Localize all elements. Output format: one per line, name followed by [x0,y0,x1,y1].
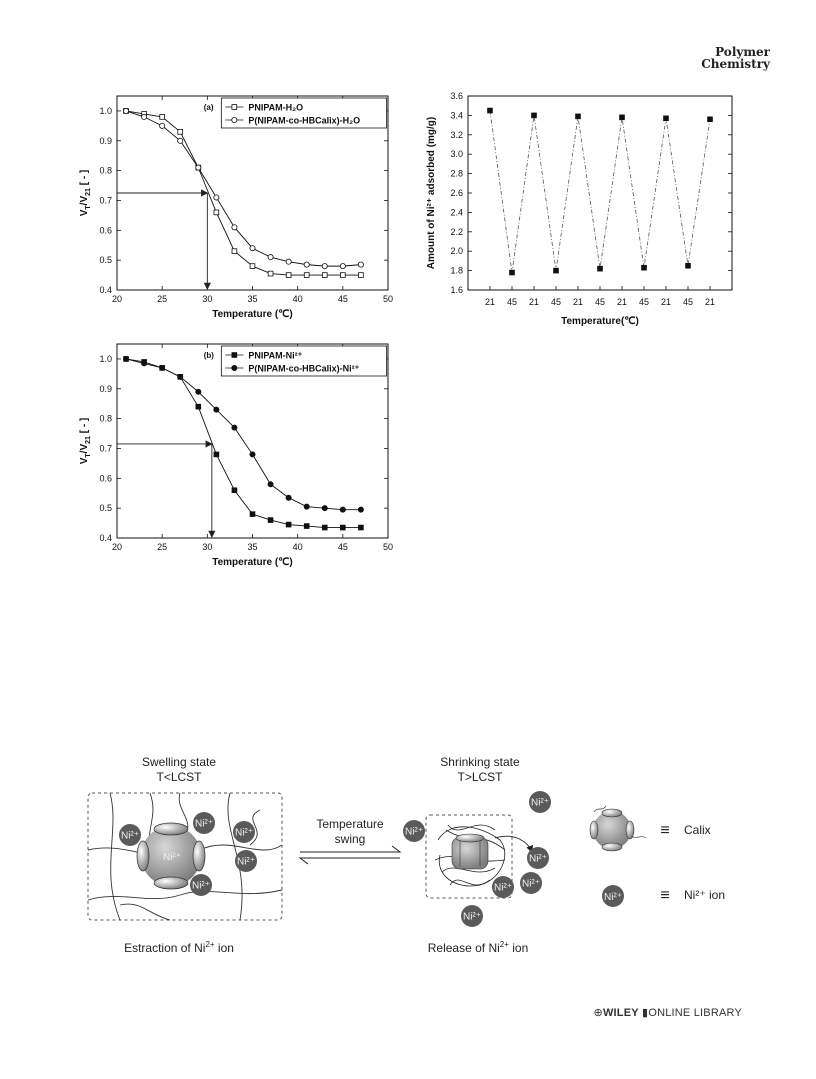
data-point [510,270,515,275]
shrinking-condition-label: T>LCST [457,770,503,784]
x-tick-label: 35 [247,294,258,304]
x-axis-label: Temperature (℃) [212,557,293,568]
data-point [142,114,147,119]
data-point [250,512,255,517]
legend-label: PNIPAM-H₂O [248,102,304,113]
ni-ion-icon [461,905,483,927]
data-point [576,114,581,119]
data-point [286,273,291,278]
y-axis-label: $V_T/V_{21}$ [ - ] [79,417,92,465]
data-point [340,525,345,530]
data-point [598,266,603,271]
data-point [286,495,291,500]
legend-marker [232,353,237,358]
y-tick-label: 2.4 [450,207,463,218]
shrinking-state-label: Shrinking state [440,755,520,769]
data-point [708,117,713,122]
series-line [126,359,361,528]
data-point [286,522,291,527]
data-point [123,356,128,361]
data-point [359,525,364,530]
data-point [322,506,327,511]
release-caption: Release of $Ni^{2+}$ ion [427,940,529,955]
data-point [268,482,273,487]
calix-icon-shrunk [452,834,488,869]
calix-equiv-symbol: ≡ [660,822,670,839]
y-tick-label: 0.6 [99,225,112,236]
y-tick-label: 1.6 [450,285,463,295]
x-tick-label: 50 [382,542,394,552]
x-tick-label: 45 [682,297,694,307]
legend-marker [232,117,237,122]
temperature-swing-arrows [300,846,400,864]
x-tick-label: 30 [202,294,213,304]
data-point [232,225,237,230]
y-tick-label: 3.4 [450,110,463,121]
y-tick-label: 0.5 [99,255,112,266]
data-point [178,374,183,379]
x-tick-label: 21 [704,297,716,307]
x-tick-label: 50 [382,294,394,304]
extraction-caption: Estraction of $Ni^{2+}$ ion [124,940,234,955]
y-tick-label: 3.2 [450,129,463,140]
wiley-name: WILEY [602,1007,639,1019]
legend-label: P(NIPAM-co-HBCalix)-H₂O [248,115,361,126]
y-tick-label: 2.6 [450,188,463,198]
release-arrow [495,836,532,852]
ni-legend-label: Ni²⁺ ion [684,888,726,902]
data-point [358,262,363,267]
x-tick-label: 21 [528,297,540,307]
data-point [268,271,273,276]
ni-ion-icon [193,812,215,834]
data-point [232,425,237,430]
x-tick-label: 30 [202,542,213,552]
ni-ion-icon [403,820,425,842]
chart-c [426,91,732,327]
ni-ion-icon [233,821,255,843]
lcst-scheme [88,755,725,955]
arrow-label-temperature: Temperature [316,817,384,831]
ni-ion-icon [529,791,551,813]
data-point [304,524,309,529]
legend-marker [232,365,237,370]
data-point [532,113,537,118]
data-point [268,518,273,523]
ni-ion-label: Ni²⁺ [120,830,140,842]
ni-ion-icon [527,847,549,869]
ni-ion-label: Ni²⁺ [521,878,541,890]
x-axis-label: Temperature(℃) [561,316,639,327]
data-point [286,259,291,264]
ni-ion-legend-icon-label: Ni²⁺ [603,892,623,903]
data-point [322,273,327,278]
data-point [340,507,345,512]
y-tick-label: 0.4 [99,533,112,543]
ni-ion-label: Ni²⁺ [404,826,424,838]
y-tick-label: 2.8 [450,168,463,179]
panel-label: (a) [203,103,214,112]
data-point [304,273,309,278]
online-library-label: ONLINE LIBRARY [648,1007,742,1019]
data-point [359,273,364,278]
ni-ion-label: Ni²⁺ [462,911,482,923]
y-tick-label: 0.8 [99,413,112,424]
ni-ion-legend-icon [602,885,624,907]
data-point [620,115,625,120]
chart-a [79,96,393,320]
x-tick-label: 21 [660,297,672,307]
legend-marker [232,105,237,110]
series-line [126,111,361,266]
y-tick-label: 1.8 [450,265,463,276]
data-point [358,507,363,512]
y-tick-label: 0.9 [99,135,112,146]
x-tick-label: 25 [157,542,168,552]
data-point [686,263,691,268]
swelling-state-label: Swelling state [141,755,217,769]
ni-equiv-symbol: ≡ [660,887,670,904]
data-point [322,525,327,530]
data-point [340,273,345,278]
legend-label: PNIPAM-Ni²⁺ [248,350,303,361]
y-axis-label: $V_T/V_{21}$ [ - ] [79,169,92,217]
ni-ion-icon [492,876,514,898]
ni-ion-icon [520,872,542,894]
data-point [178,138,183,143]
data-point [340,264,345,269]
data-point [642,265,647,270]
y-tick-label: 3.6 [450,91,463,101]
x-tick-label: 45 [337,294,348,304]
ni-ion-icon [119,824,141,846]
ni-ion-label: Ni²⁺ [194,818,214,830]
data-point [196,389,201,394]
ni-ion-icon [190,874,212,896]
y-tick-label: 0.9 [99,383,112,394]
series-line [490,111,710,273]
data-point [196,404,201,409]
x-tick-label: 45 [638,297,650,307]
data-point [178,129,183,134]
data-point [214,452,219,457]
x-tick-label: 21 [484,297,496,307]
x-tick-label: 20 [111,542,123,552]
data-point [488,108,493,113]
data-point [232,488,237,493]
data-point [250,246,255,251]
x-tick-label: 45 [506,297,518,307]
data-point [214,210,219,215]
data-point [250,264,255,269]
y-tick-label: 0.5 [99,503,112,514]
data-point [664,116,669,121]
y-tick-label: 0.7 [99,195,112,206]
data-point [196,165,201,170]
arrow-label-swing: swing [334,832,366,846]
data-point [160,123,165,128]
x-tick-label: 45 [594,297,606,307]
x-tick-label: 20 [111,294,123,304]
chart-b [79,344,393,568]
ni-ion-icon [235,850,257,872]
data-point [250,452,255,457]
panel-label: (b) [203,351,214,360]
x-tick-label: 45 [550,297,562,307]
y-tick-label: 0.6 [99,473,112,484]
legend-label: P(NIPAM-co-HBCalix)-Ni²⁺ [248,363,360,374]
data-point [160,114,165,119]
data-point [268,255,273,260]
x-tick-label: 40 [292,542,303,552]
ni-ion-label: Ni²⁺ [493,882,513,894]
data-point [123,108,128,113]
x-tick-label: 45 [337,542,348,552]
ni-ion-center-label: Ni²⁺ [162,852,182,863]
data-point [554,268,559,273]
wiley-logo-icon: ⊕ [593,1007,603,1019]
series-line [126,359,361,510]
swelling-condition-label: T<LCST [156,770,202,784]
journal-name-line1: Polymer [715,45,770,59]
plot-frame [468,96,732,290]
ni-ion-label: Ni²⁺ [234,827,254,839]
x-tick-label: 21 [616,297,628,307]
y-tick-label: 3.0 [450,149,463,160]
y-tick-label: 2.2 [450,226,463,237]
y-axis-label: Amount of Ni²⁺ adsorbed (mg/g) [426,116,437,270]
y-tick-label: 0.4 [99,285,112,295]
data-point [160,365,165,370]
y-tick-label: 0.8 [99,165,112,176]
data-point [322,264,327,269]
y-tick-label: 1.0 [99,105,112,116]
data-point [304,504,309,509]
book-icon: ▮ [642,1007,649,1019]
x-tick-label: 25 [157,294,168,304]
x-tick-label: 35 [247,542,258,552]
data-point [214,407,219,412]
data-point [214,195,219,200]
y-tick-label: 1.0 [99,353,112,364]
x-axis-label: Temperature (℃) [212,309,293,320]
ni-ion-label: Ni²⁺ [530,797,550,809]
data-point [232,249,237,254]
data-point [142,361,147,366]
x-tick-label: 40 [292,294,303,304]
y-tick-label: 0.7 [99,443,112,454]
calix-legend-label: Calix [684,823,711,837]
x-tick-label: 21 [572,297,584,307]
ni-ion-label: Ni²⁺ [236,856,256,868]
calix-legend-icon [590,806,646,851]
ni-ion-label: Ni²⁺ [191,880,211,892]
y-tick-label: 2.0 [450,246,463,257]
journal-name-line2: Chemistry [701,57,770,71]
publisher-footer [594,1006,742,1019]
data-point [304,262,309,267]
ni-ion-label: Ni²⁺ [528,853,548,865]
